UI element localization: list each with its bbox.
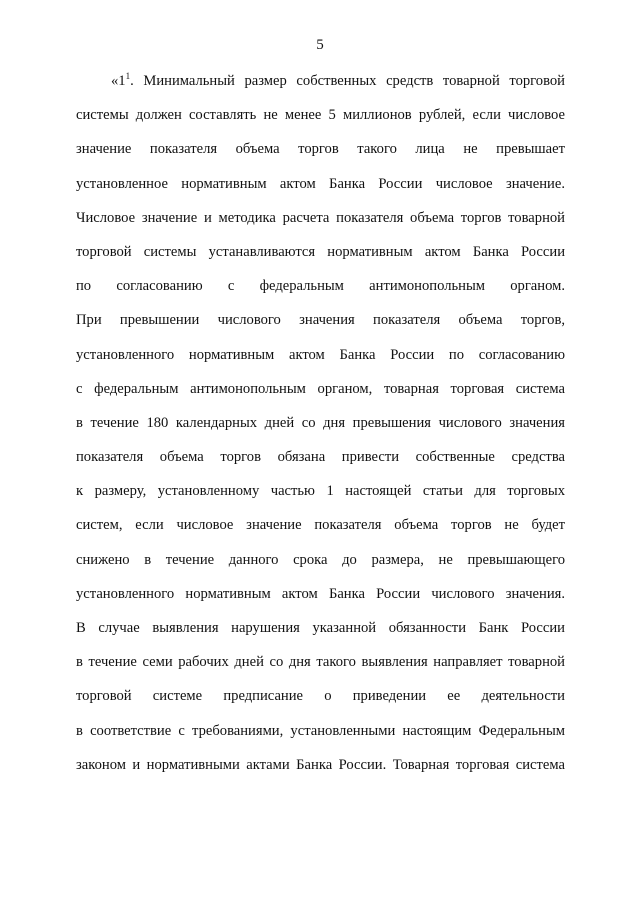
text-line: установленное нормативным актом Банка России числовое значение.	[76, 175, 565, 192]
text-line: системы должен составлять не менее 5 миллионов рублей, если числовое	[76, 107, 565, 124]
text-line: систем, если числовое значение показателя объема торгов не будет	[76, 517, 565, 534]
text-line: установленного нормативным актом Банка России по согласованию	[76, 346, 565, 363]
text-line-content: . Минимальный размер собственных средств товарной торговой	[130, 73, 565, 89]
text-line: торговой системе предписание о приведении ее деятельности	[76, 688, 565, 705]
text-line: установленного нормативным актом Банка России числового значения.	[76, 585, 565, 602]
text-line: показателя объема торгов обязана привести собственные средства	[76, 449, 565, 466]
text-line: При превышении числового значения показателя объема торгов,	[76, 312, 565, 329]
superscript-index: 1	[125, 71, 131, 82]
document-body	[76, 64, 565, 782]
opening-prefix: «1	[111, 73, 126, 89]
text-line: в течение 180 календарных дней со дня превышения числового значения	[76, 414, 565, 431]
page-number: 5	[316, 37, 324, 53]
text-line: законом и нормативными актами Банка России. Товарная торговая система	[76, 756, 565, 773]
text-line	[76, 64, 565, 98]
text-line: к размеру, установленному частью 1 настоящей статьи для торговых	[76, 483, 565, 500]
text-line: в соответствие с требованиями, установленными настоящим Федеральным	[76, 722, 565, 739]
text-line: Числовое значение и методика расчета показателя объема торгов товарной	[76, 209, 565, 226]
text-line: торговой системы устанавливаются нормативным актом Банка России	[76, 243, 565, 260]
text-line: снижено в течение данного срока до размера, не превышающего	[76, 551, 565, 568]
text-line: в течение семи рабочих дней со дня такого выявления направляет товарной	[76, 654, 565, 671]
text-line: В случае выявления нарушения указанной обязанности Банк России	[76, 620, 565, 636]
text-line: с федеральным антимонопольным органом, товарная торговая система	[76, 380, 565, 397]
text-line: значение показателя объема торгов такого лица не превышает	[76, 141, 565, 158]
text-line: по согласованию с федеральным антимонопольным органом.	[76, 278, 565, 295]
